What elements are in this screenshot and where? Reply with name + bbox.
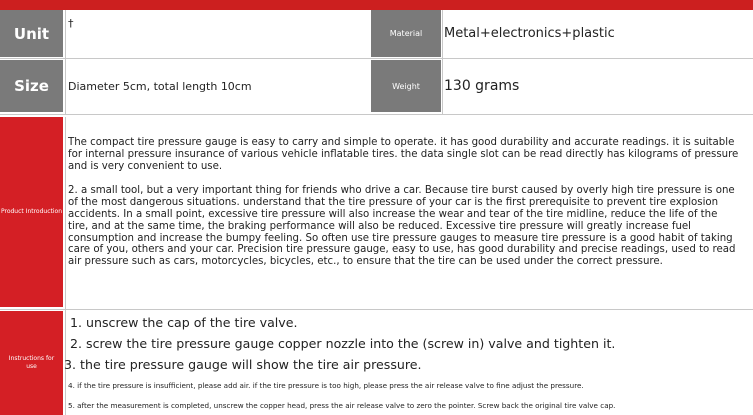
material-label: Material	[389, 29, 423, 38]
size-value-text: Diameter 5cm, total length 10cm	[68, 79, 252, 93]
instruction-step-2: 2. screw the tire pressure gauge copper nozzle into the (screw in) valve and tighten it.	[70, 336, 616, 351]
unit-value	[68, 10, 368, 57]
size-value	[68, 60, 368, 112]
column-divider	[442, 10, 443, 115]
size-label-cell	[0, 60, 63, 112]
unit-label: Unit	[13, 24, 50, 43]
instructions-label: Instructions for use	[8, 355, 55, 370]
instruction-step-1: 1. unscrew the cap of the tire valve.	[70, 315, 298, 330]
intro-paragraph-2: 2. a small tool, but a very important thing for friends who drive a car. Because tire burst caused by overly high tire pressure is one of the most dangerous situations. understand that the tire pressure of your car is the first prerequisite to prevent tire explosion accidents. In a small point, excessive tire pressure will also increase the wear and tear of the tire midline, reduce the life of the tire, and at the same time, the braking performance will also be reduced. Excessive tire pressure will greatly increase fuel consumption and increase the bumpy feeling. So often use tire pressure gauges to measure tire pressure is a good habit of taking care of you, others and your car. Precision tire pressure gauge, easy to use, has good durability and precise readings, used to read air pressure such as cars, motorcycles, bicycles, etc., to ensure that the tire can be used under the correct pressure.	[68, 185, 736, 268]
instruction-step-5: 5. after the measurement is completed, unscrew the copper head, press the air release valve to zero the pointer. Screw back the original tire valve cap.	[68, 401, 616, 410]
row-divider	[0, 58, 753, 59]
weight-label: Weight	[392, 81, 420, 91]
unit-label-cell	[0, 10, 63, 57]
instructions-label-cell	[0, 311, 63, 415]
weight-value-text: 130 grams	[444, 78, 520, 94]
instruction-step-4: 4. if the tire pressure is insufficient, please add air. if the tire pressure is too high, please press the air release valve to fine adjust the pressure.	[68, 381, 584, 390]
intro-label: Product Introduction	[0, 208, 63, 215]
instruction-step-3: 3. the tire pressure gauge will show the tire air pressure.	[64, 357, 422, 372]
material-value-text: Metal+electronics+plastic	[444, 26, 615, 41]
weight-value	[444, 60, 744, 112]
material-value	[444, 10, 744, 57]
column-divider	[65, 10, 66, 115]
top-accent-bar	[0, 0, 753, 10]
material-label-cell	[371, 10, 441, 57]
intro-text	[68, 137, 740, 281]
row-divider	[0, 309, 753, 310]
row-divider	[0, 114, 753, 115]
unit-value-text: †	[68, 17, 74, 30]
intro-paragraph-1: The compact tire pressure gauge is easy to carry and simple to operate. it has good durability and accurate readings. it is suitable for internal pressure insurance of various vehicle inflatable tires. the data single slot can be read directly has kilograms of pressure and is very convenient to use.	[68, 137, 739, 172]
weight-label-cell	[371, 60, 441, 112]
intro-label-cell	[0, 117, 63, 307]
size-label: Size	[14, 77, 49, 95]
